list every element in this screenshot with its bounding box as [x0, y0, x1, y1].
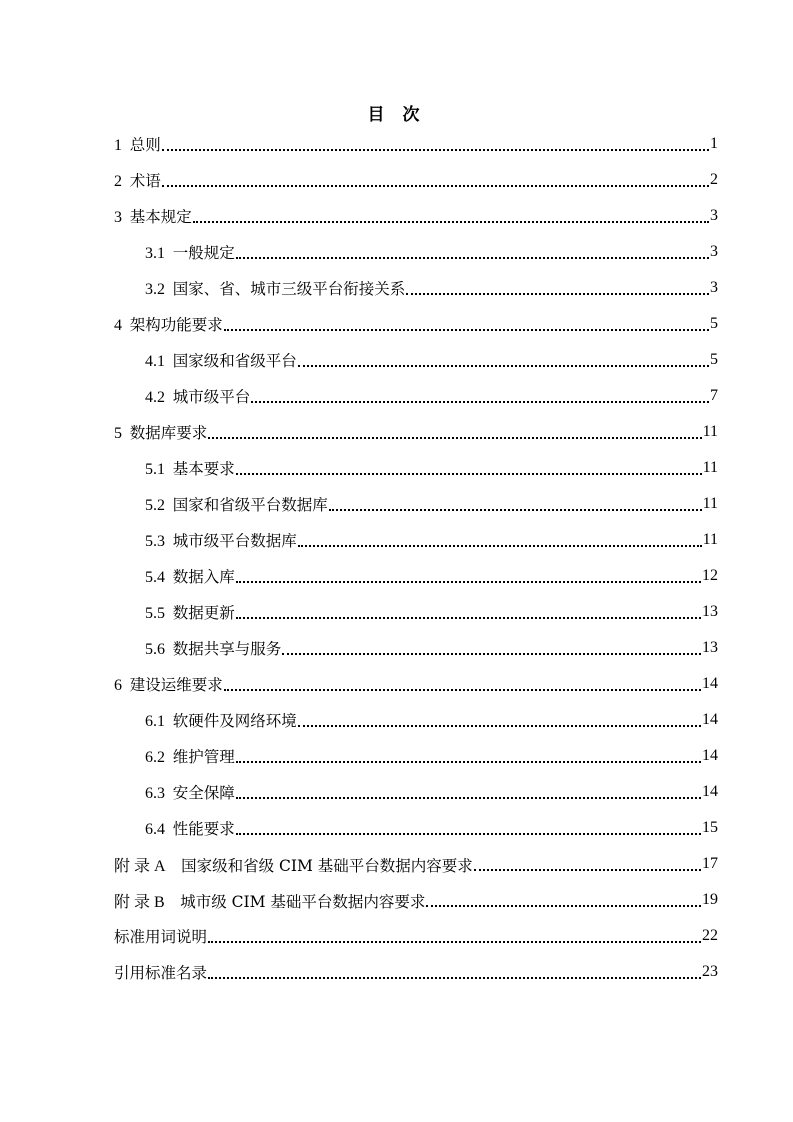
dot-leader — [426, 904, 701, 907]
toc-entry-text: 标准用词说明 — [114, 928, 208, 946]
toc-entry-text: 国家、省、城市三级平台衔接关系 — [172, 280, 406, 298]
toc-entry[interactable] — [0, 414, 718, 450]
toc-entry-page-number: 13 — [702, 603, 718, 620]
toc-entry-label — [145, 781, 235, 803]
toc-entry-number: 3 — [114, 209, 122, 226]
dot-leader — [236, 796, 701, 799]
dot-leader — [329, 508, 702, 511]
toc-entry-page-number: 11 — [702, 531, 718, 548]
toc-entry-text: 国家级和省级平台 — [172, 352, 297, 370]
dot-leader — [224, 328, 709, 331]
dot-leader — [193, 220, 709, 223]
toc-entry[interactable] — [0, 918, 718, 954]
dot-leader — [406, 292, 709, 295]
toc-entry-label — [114, 133, 161, 155]
dot-leader — [474, 868, 701, 871]
dot-leader — [282, 652, 701, 655]
toc-entry-label — [114, 169, 161, 191]
toc-entry-label — [145, 745, 235, 767]
toc-entry[interactable] — [0, 846, 718, 882]
dot-leader — [236, 616, 701, 619]
toc-entry-page-number: 15 — [702, 819, 718, 836]
toc-entry-label — [114, 421, 207, 443]
toc-entry-label — [145, 385, 250, 407]
toc-entry-page-number: 14 — [702, 675, 718, 692]
toc-entry[interactable] — [0, 558, 718, 594]
toc-entry[interactable] — [0, 774, 718, 810]
toc-entry-label — [145, 277, 405, 299]
toc-entry-number: 3.2 — [145, 281, 165, 298]
table-of-contents — [0, 126, 793, 990]
toc-entry-label — [145, 817, 235, 839]
toc-entry-label — [114, 205, 192, 227]
toc-entry-label — [114, 853, 473, 876]
toc-entry-number: 6.3 — [145, 785, 165, 802]
toc-entry[interactable] — [0, 126, 718, 162]
toc-entry-text: 城市级平台 — [172, 388, 251, 406]
toc-entry-label — [145, 529, 297, 551]
toc-entry-page-number: 19 — [702, 891, 718, 908]
dot-leader — [298, 724, 701, 727]
toc-entry-text: 国家级和省级 CIM 基础平台数据内容要求 — [181, 856, 473, 875]
toc-entry[interactable] — [0, 270, 718, 306]
dot-leader — [236, 580, 701, 583]
toc-entry-text: 数据更新 — [172, 604, 235, 622]
toc-entry-number: 6 — [114, 677, 122, 694]
toc-entry-label — [114, 313, 223, 335]
toc-entry-page-number: 7 — [710, 387, 718, 404]
toc-entry-page-number: 5 — [710, 315, 718, 332]
toc-entry-text: 城市级 CIM 基础平台数据内容要求 — [180, 892, 426, 911]
toc-entry-text: 总则 — [129, 136, 161, 154]
toc-entry-label — [114, 673, 223, 695]
dot-leader — [162, 184, 709, 187]
toc-entry-text: 安全保障 — [172, 784, 235, 802]
toc-entry-text: 维护管理 — [172, 748, 235, 766]
toc-entry-number: 5.6 — [145, 641, 165, 658]
toc-entry[interactable] — [0, 342, 718, 378]
toc-entry-label — [145, 457, 235, 479]
toc-entry[interactable] — [0, 954, 718, 990]
toc-entry-label — [145, 601, 235, 623]
toc-entry-text: 基本规定 — [129, 208, 192, 226]
toc-entry-page-number: 1 — [710, 135, 718, 152]
toc-entry[interactable] — [0, 522, 718, 558]
toc-entry-label — [145, 241, 235, 263]
toc-entry-page-number: 14 — [702, 747, 718, 764]
dot-leader — [162, 148, 709, 151]
toc-entry-text: 建设运维要求 — [129, 676, 223, 694]
dot-leader — [236, 832, 701, 835]
toc-entry-number: 6.4 — [145, 821, 165, 838]
toc-entry[interactable] — [0, 594, 718, 630]
toc-entry[interactable] — [0, 450, 718, 486]
toc-entry-label — [145, 637, 281, 659]
toc-entry-text: 基本要求 — [172, 460, 235, 478]
toc-entry-number: 4.2 — [145, 389, 165, 406]
toc-entry-page-number: 3 — [710, 207, 718, 224]
toc-entry[interactable] — [0, 162, 718, 198]
toc-entry[interactable] — [0, 630, 718, 666]
toc-entry-text: 一般规定 — [172, 244, 235, 262]
toc-entry-number: 5.2 — [145, 497, 165, 514]
toc-entry[interactable] — [0, 810, 718, 846]
toc-entry-number: 6.2 — [145, 749, 165, 766]
toc-entry-label — [145, 493, 328, 515]
toc-entry-number: 4.1 — [145, 353, 165, 370]
toc-entry[interactable] — [0, 702, 718, 738]
toc-entry-text: 城市级平台数据库 — [172, 532, 297, 550]
toc-entry-page-number: 2 — [710, 171, 718, 188]
dot-leader — [298, 364, 709, 367]
toc-entry-page-number: 23 — [702, 963, 718, 980]
dot-leader — [236, 472, 702, 475]
toc-entry-page-number: 12 — [702, 567, 718, 584]
toc-entry-number: 5.3 — [145, 533, 165, 550]
toc-entry-number: 4 — [114, 317, 122, 334]
toc-entry[interactable] — [0, 486, 718, 522]
toc-entry-text: 数据共享与服务 — [172, 640, 282, 658]
dot-leader — [208, 436, 701, 439]
toc-entry[interactable] — [0, 234, 718, 270]
toc-entry-number: 2 — [114, 173, 122, 190]
toc-entry[interactable] — [0, 666, 718, 702]
toc-entry-page-number: 14 — [702, 711, 718, 728]
toc-entry-page-number: 22 — [702, 927, 718, 944]
toc-entry-text: 引用标准名录 — [114, 964, 208, 982]
toc-title: 目 次 — [367, 105, 426, 125]
dot-leader — [298, 544, 702, 547]
toc-entry-page-number: 3 — [710, 279, 718, 296]
toc-entry-text: 数据库要求 — [129, 424, 208, 442]
toc-entry-number: 1 — [114, 137, 122, 154]
toc-entry-number: 3.1 — [145, 245, 165, 262]
toc-entry-page-number: 14 — [702, 783, 718, 800]
toc-entry[interactable] — [0, 882, 718, 918]
toc-entry-text: 架构功能要求 — [129, 316, 223, 334]
dot-leader — [236, 256, 709, 259]
toc-entry-text: 性能要求 — [172, 820, 235, 838]
toc-entry[interactable] — [0, 306, 718, 342]
dot-leader — [251, 400, 709, 403]
dot-leader — [208, 976, 701, 979]
toc-entry-page-number: 11 — [702, 459, 718, 476]
toc-entry-label — [114, 889, 425, 912]
toc-entry-page-number: 5 — [710, 351, 718, 368]
toc-entry-text: 数据入库 — [172, 568, 235, 586]
toc-entry-text: 术语 — [129, 172, 161, 190]
dot-leader — [208, 940, 701, 943]
toc-entry-page-number: 3 — [710, 243, 718, 260]
toc-entry-page-number: 13 — [702, 639, 718, 656]
toc-entry-page-number: 17 — [702, 855, 718, 872]
toc-entry-text: 国家和省级平台数据库 — [172, 496, 328, 514]
dot-leader — [236, 760, 701, 763]
toc-entry-page-number: 11 — [702, 495, 718, 512]
toc-entry[interactable] — [0, 378, 718, 414]
toc-entry-label — [145, 709, 297, 731]
toc-entry-number: 附 录 A — [114, 857, 166, 875]
toc-entry-text: 软硬件及网络环境 — [172, 712, 297, 730]
toc-entry-label — [114, 925, 207, 947]
toc-entry-number: 附 录 B — [114, 893, 165, 911]
toc-entry[interactable] — [0, 738, 718, 774]
dot-leader — [224, 688, 701, 691]
toc-entry-number: 5.1 — [145, 461, 165, 478]
toc-entry-page-number: 11 — [702, 423, 718, 440]
toc-entry[interactable] — [0, 198, 718, 234]
toc-entry-number: 5.4 — [145, 569, 165, 586]
toc-entry-number: 6.1 — [145, 713, 165, 730]
toc-entry-label — [114, 961, 207, 983]
toc-entry-label — [145, 349, 297, 371]
toc-entry-number: 5.5 — [145, 605, 165, 622]
toc-entry-number: 5 — [114, 425, 122, 442]
toc-entry-label — [145, 565, 235, 587]
